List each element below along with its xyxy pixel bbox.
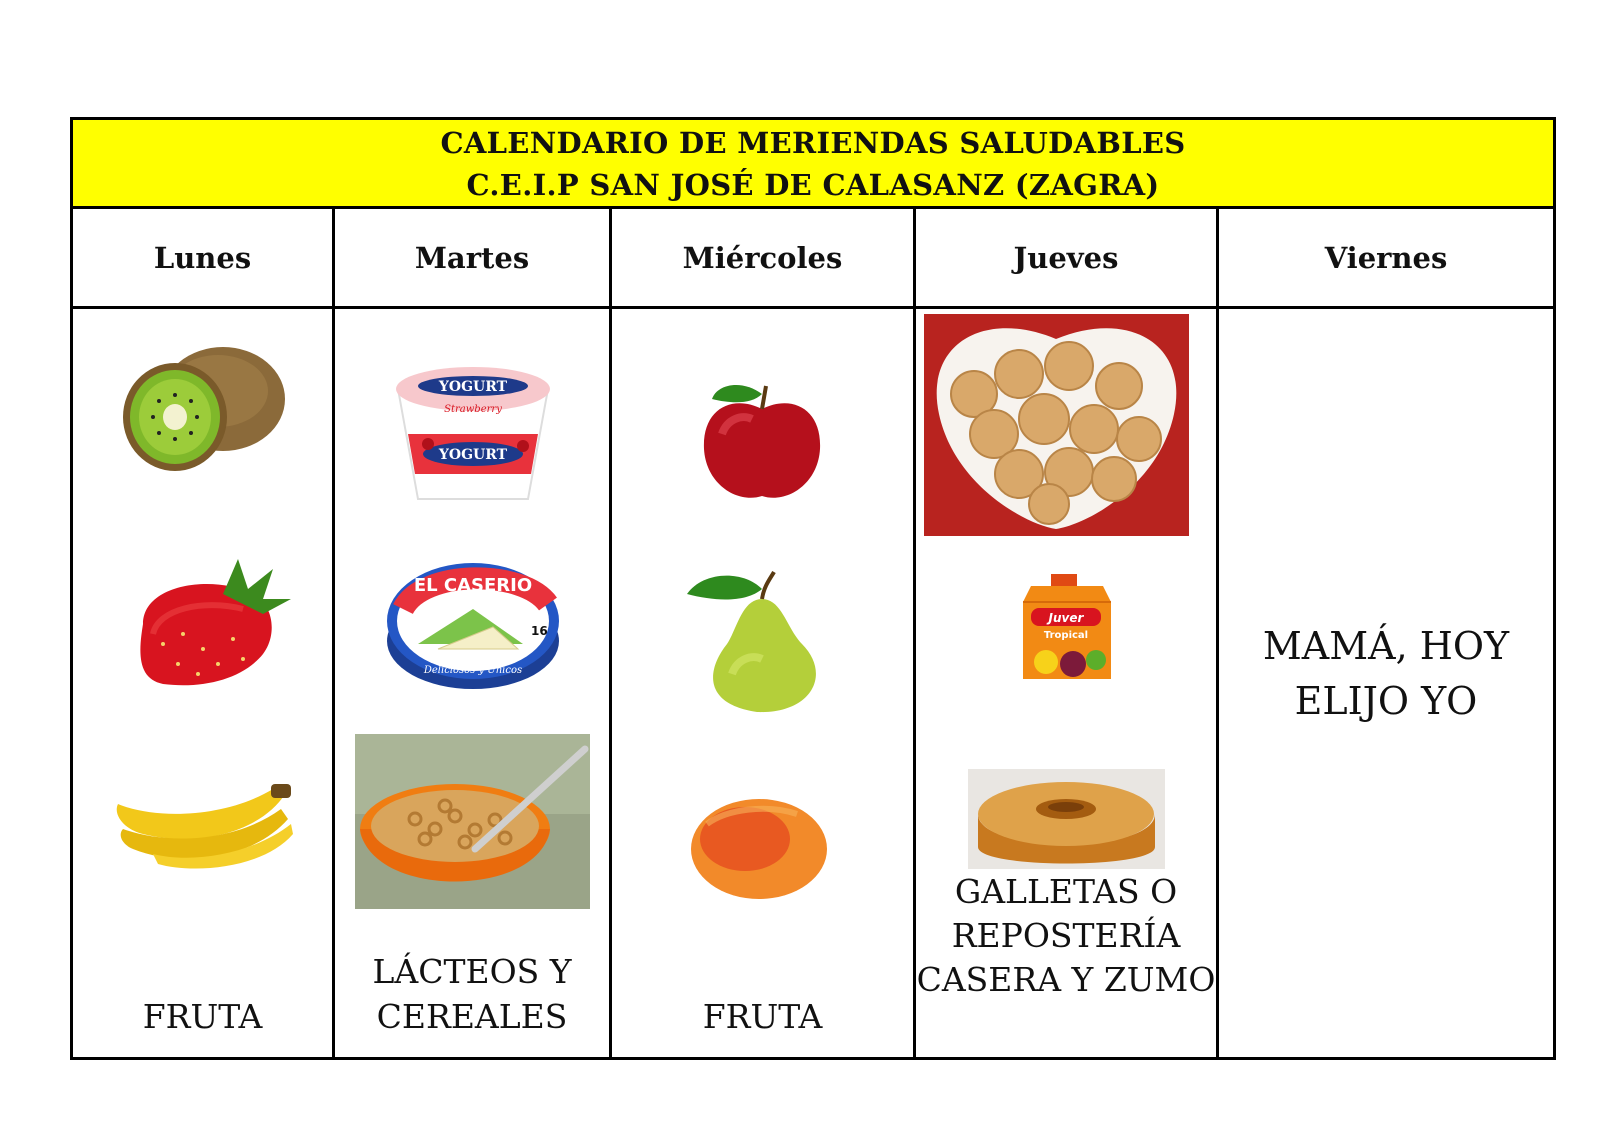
column-lunes [73,209,335,1057]
yogurt-image [383,364,563,509]
pear-image [682,564,837,719]
day-body-lunes [73,309,332,1057]
column-martes [335,209,612,1057]
caption-jueves-line-2: REPOSTERÍA [951,916,1181,955]
title-line-1: CALENDARIO DE MERIENDAS SALUDABLES [440,126,1186,160]
cookies-image [924,314,1189,536]
sponge-cake-image [968,769,1165,869]
caption-martes-line-1: LÁCTEOS Y [372,952,572,991]
day-body-jueves [916,309,1216,1057]
caption-miercoles: FRUTA [702,997,823,1036]
day-body-miercoles [612,309,913,1057]
column-viernes [1219,209,1553,1057]
juice-carton-image [1011,574,1123,684]
kiwi-image [113,329,293,479]
yogurt-lid-label: YOGURT [438,379,508,395]
peach-image [687,794,832,904]
caption-martes-line-2: CEREALES [376,997,568,1036]
day-header-miercoles: Miércoles [612,209,913,309]
day-header-jueves: Jueves [916,209,1216,309]
column-miercoles [612,209,916,1057]
day-body-martes [335,309,609,1057]
column-jueves [916,209,1219,1057]
caption-lunes: FRUTA [142,997,263,1036]
title-line-2: C.E.I.P SAN JOSÉ DE CALASANZ (ZAGRA) [466,168,1160,202]
day-header-martes: Martes [335,209,609,309]
cheese-brand: EL CASERIO [413,575,533,596]
caption-jueves-line-3: CASERA Y ZUMO [916,960,1216,999]
day-header-viernes: Viernes [1219,209,1553,309]
snack-calendar [70,117,1556,1060]
cereal-bowl-image [355,734,590,909]
caption-viernes-line-1: MAMÁ, HOY [1262,624,1510,668]
caption-viernes-line-2: ELIJO YO [1294,679,1478,723]
day-body-viernes [1219,309,1553,1057]
strawberry-image [123,554,293,694]
juice-sub: Tropical [1043,630,1089,641]
cheese-count: 16 [531,624,548,638]
caption-viernes [1219,619,1553,729]
cheese-tagline: Deliciosos y Únicos [423,665,523,676]
day-header-lunes: Lunes [73,209,332,309]
juice-brand: Juver [1048,611,1084,625]
banana-image [113,774,298,874]
yogurt-cup-label: YOGURT [438,447,508,463]
calendar-title [73,120,1553,209]
yogurt-lid-sub: Strawberry [444,404,502,415]
apple-image [692,374,832,509]
cheese-box-image [383,549,563,694]
caption-jueves-line-1: GALLETAS O [954,872,1178,911]
